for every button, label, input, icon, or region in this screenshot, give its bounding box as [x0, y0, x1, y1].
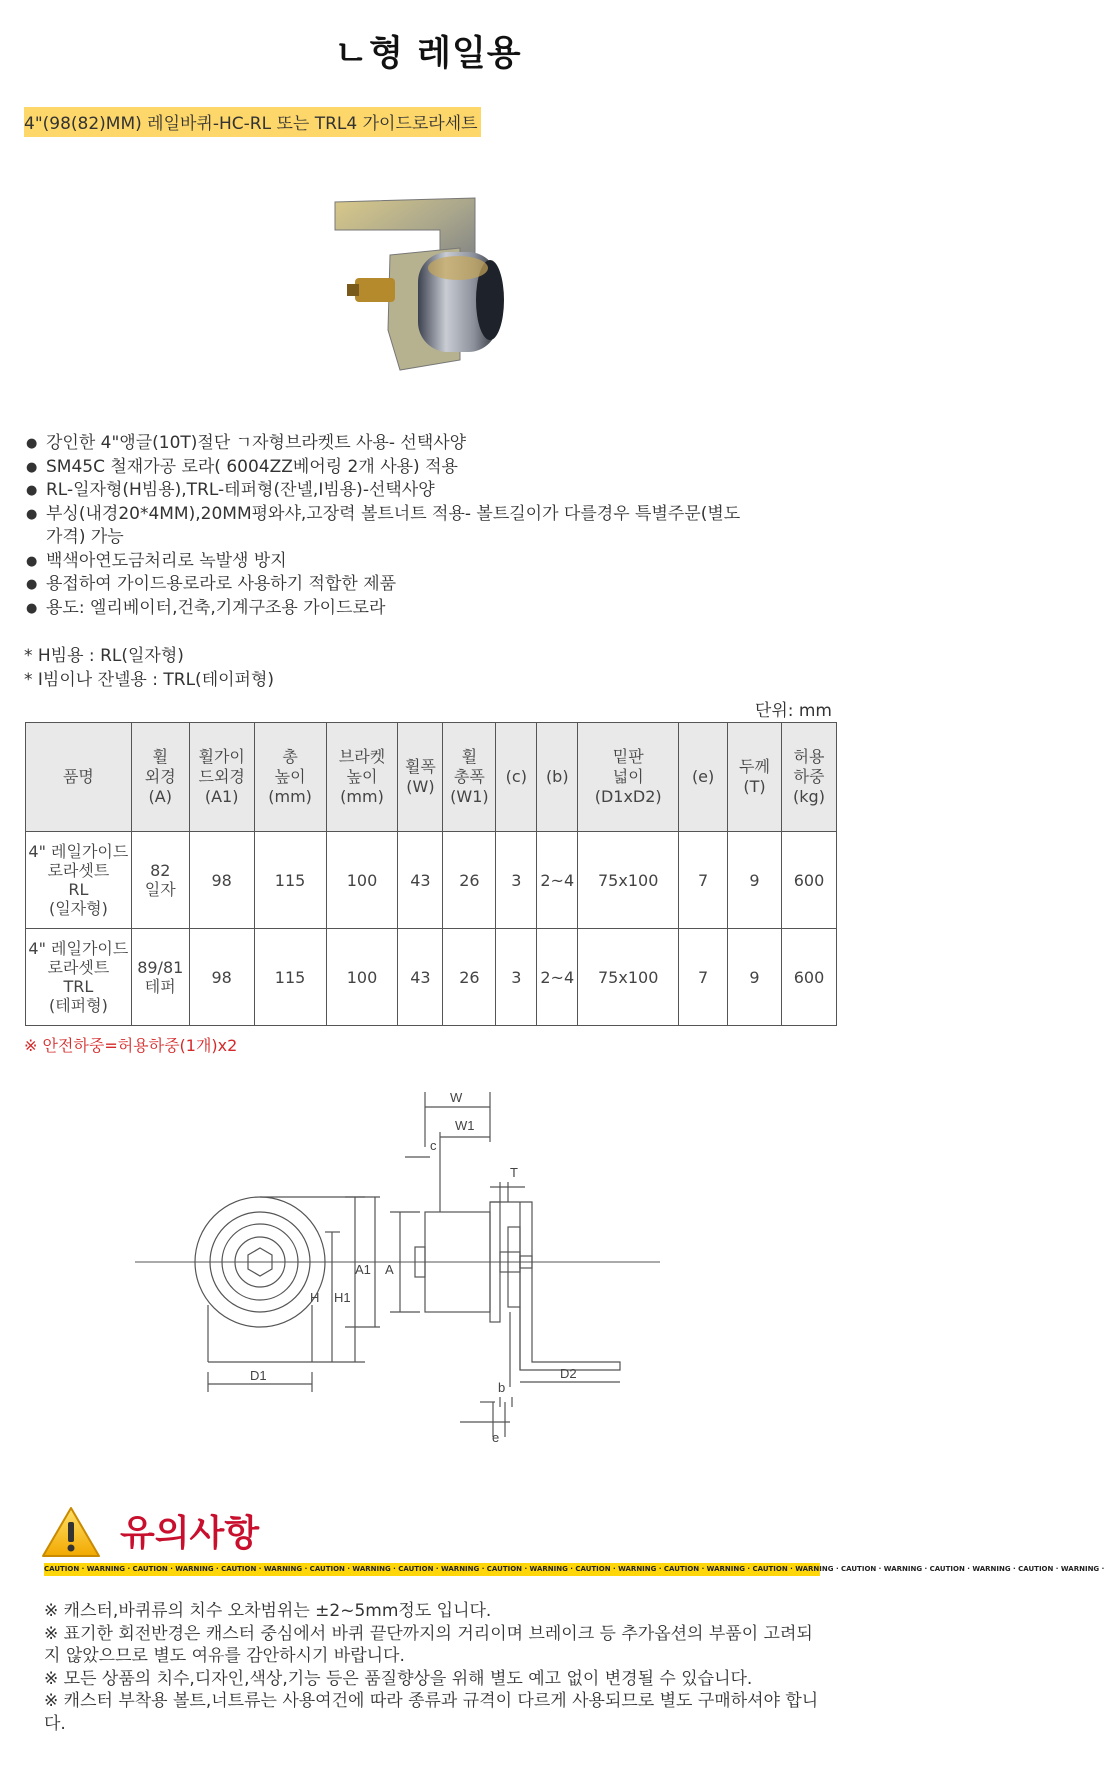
- table-cell: [398, 832, 443, 929]
- table-header-cell: [679, 723, 728, 832]
- caution-tape: [44, 1563, 1104, 1576]
- table-header-cell: [326, 723, 398, 832]
- table-cell: [496, 929, 537, 1026]
- header-text: (mm): [340, 787, 384, 806]
- table-cell: [496, 832, 537, 929]
- header-text: (b): [545, 767, 569, 786]
- table-cell: [254, 929, 326, 1026]
- caution-item: ※ 모든 상품의 치수,디자인,색상,기능 등은 품질향상을 위해 별도 예고 없이 변경될 수 있습니다.: [44, 1668, 753, 1689]
- cell-text: 3: [511, 870, 522, 890]
- table-cell: [578, 832, 679, 929]
- dim-label-d2: D2: [560, 1366, 577, 1381]
- header-text: (W): [406, 777, 435, 796]
- feature-list: [24, 432, 744, 620]
- cell-text: 로라셋트: [47, 861, 110, 880]
- table-cell: [679, 929, 728, 1026]
- warning-title: 유의사항: [120, 1513, 260, 1554]
- header-text: 하중: [793, 767, 825, 786]
- table-body: [26, 832, 837, 1026]
- cell-text: (테퍼형): [48, 996, 108, 1015]
- cell-text: 75x100: [598, 967, 659, 987]
- table-header-cell: [26, 723, 132, 832]
- table-cell: [537, 832, 578, 929]
- header-text: (D1xD2): [594, 787, 662, 806]
- cell-text: 7: [698, 967, 709, 987]
- header-text: (W1): [450, 787, 489, 806]
- header-text: 밑판: [612, 747, 644, 766]
- table-header-cell: [496, 723, 537, 832]
- cell-text: 43: [410, 967, 431, 987]
- header-text: 두께: [739, 757, 770, 776]
- dim-label-h1: H1: [334, 1290, 351, 1305]
- table-cell: [443, 832, 496, 929]
- cell-text: 98: [211, 967, 232, 987]
- table-header-cell: [398, 723, 443, 832]
- header-text: (e): [691, 767, 715, 786]
- cell-text: 26: [459, 967, 480, 987]
- feature-item: ● 용접하여 가이드용로라로 사용하기 적합한 제품: [24, 573, 744, 597]
- dim-label-b: b: [498, 1380, 506, 1395]
- table-cell: [781, 832, 836, 929]
- usage-note: * H빔용 : RL(일자형): [24, 646, 184, 666]
- dim-label-a: A: [385, 1262, 394, 1277]
- header-text: (A1): [204, 787, 239, 806]
- table-cell: [578, 929, 679, 1026]
- unit-label: 단위: mm: [754, 701, 832, 721]
- usage-note: * I빔이나 잔넬용 : TRL(테이퍼형): [24, 670, 275, 690]
- table-cell: [326, 832, 398, 929]
- table-header-row: [26, 723, 837, 832]
- dimension-drawing: [100, 1062, 740, 1502]
- product-photo: [300, 160, 560, 400]
- cell-text: 9: [749, 870, 760, 890]
- cell-text: 2~4: [540, 967, 575, 987]
- table-cell: [728, 929, 782, 1026]
- header-text: (kg): [793, 787, 825, 806]
- table-header-cell: [728, 723, 782, 832]
- page-title: ㄴ형 레일용: [334, 34, 522, 74]
- cell-text: RL: [68, 880, 89, 899]
- table-cell: [26, 929, 132, 1026]
- header-text: 높이: [274, 767, 306, 786]
- dim-label-w: W: [450, 1090, 463, 1105]
- table-header-cell: [781, 723, 836, 832]
- feature-item: ● SM45C 철재가공 로라( 6004ZZ베어링 2개 사용) 적용: [24, 456, 744, 480]
- header-text: 휠가이: [198, 747, 245, 766]
- header-text: (mm): [268, 787, 312, 806]
- caution-item: ※ 캐스터,바퀴류의 치수 오차범위는 ±2~5mm정도 입니다.: [44, 1601, 492, 1621]
- cell-text: 4" 레일가이드: [28, 939, 129, 958]
- header-text: 높이: [346, 767, 378, 786]
- cell-text: 75x100: [598, 870, 659, 890]
- table-cell: [254, 832, 326, 929]
- cell-text: 600: [793, 967, 825, 987]
- cell-text: 로라셋트: [47, 958, 110, 977]
- cell-text: 2~4: [540, 870, 575, 890]
- dim-label-w1: W1: [455, 1118, 475, 1133]
- warning-icon: [40, 1505, 102, 1560]
- table-cell: [679, 832, 728, 929]
- safety-load-note: ※ 안전하중=허용하중(1개)x2: [24, 1036, 238, 1055]
- cell-text: 98: [211, 870, 232, 890]
- table-cell: [398, 929, 443, 1026]
- header-text: 휠: [461, 747, 478, 766]
- cell-text: TRL: [63, 977, 94, 996]
- table-header-cell: [578, 723, 679, 832]
- table-row: [26, 929, 837, 1026]
- dim-label-a1: A1: [355, 1262, 371, 1277]
- table-header-cell: [443, 723, 496, 832]
- cell-text: 9: [749, 967, 760, 987]
- cell-text: 82: [150, 861, 171, 880]
- table-cell: [189, 929, 254, 1026]
- header-text: 허용: [793, 747, 825, 766]
- cell-text: 26: [459, 870, 480, 890]
- cell-text: (일자형): [48, 899, 108, 918]
- table-cell: [781, 929, 836, 1026]
- header-text: (A): [148, 787, 172, 806]
- cell-text: 115: [274, 967, 306, 987]
- cell-text: 4" 레일가이드: [28, 842, 129, 861]
- cell-text: 일자: [144, 880, 176, 899]
- cell-text: 7: [698, 870, 709, 890]
- table-cell: [537, 929, 578, 1026]
- cell-text: 115: [274, 870, 306, 890]
- cell-text: 600: [793, 870, 825, 890]
- header-text: 품명: [62, 767, 94, 786]
- caution-list: [44, 1600, 824, 1735]
- feature-item: ● 백색아연도금처리로 녹발생 방지: [24, 550, 744, 574]
- header-text: (c): [505, 767, 527, 786]
- product-name: 4"(98(82)MM) 레일바퀴-HC-RL 또는 TRL4 가이드로라세트: [24, 107, 481, 137]
- table-header-cell: [254, 723, 326, 832]
- cell-text: 3: [511, 967, 522, 987]
- cell-text: 100: [346, 870, 378, 890]
- cell-text: 테퍼: [144, 977, 176, 996]
- feature-item: ● 용도: 엘리베이터,건축,기계구조용 가이드로라: [24, 597, 744, 621]
- table-cell: [728, 832, 782, 929]
- dim-label-t: T: [510, 1165, 518, 1180]
- header-text: 드외경: [198, 767, 245, 786]
- dim-label-h: H: [310, 1290, 320, 1305]
- header-text: 외경: [144, 767, 176, 786]
- feature-item: ● RL-일자형(H빔용),TRL-테퍼형(잔넬,I빔용)-선택사양: [24, 479, 744, 503]
- header-text: 넓이: [612, 767, 644, 786]
- header-text: (T): [743, 777, 766, 796]
- cell-text: 100: [346, 967, 378, 987]
- usage-notes: [24, 644, 274, 692]
- table-header-cell: [189, 723, 254, 832]
- table-header-cell: [537, 723, 578, 832]
- cell-text: 43: [410, 870, 431, 890]
- header-text: 휠: [152, 747, 168, 766]
- table-cell: [131, 832, 189, 929]
- table-row: [26, 832, 837, 929]
- header-text: 총: [282, 747, 298, 766]
- caution-tape-text: CAUTION · WARNING · CAUTION · WARNING · CAUTION · WARNING · CAUTION · WARNING · CAUTION · WARNING · CAUTION · WARNING · CAUTION · WARNING · CAUTION · WARNING · CAUTION · WARNING · CAUTION · WARNING · CAUTION · WARNING · CAUTION · WARNING ·: [44, 1565, 1104, 1573]
- dim-label-e: e: [492, 1430, 500, 1445]
- spec-table: [25, 722, 837, 1026]
- header-text: 총폭: [453, 767, 485, 786]
- caution-item: ※ 캐스터 부착용 볼트,너트류는 사용여건에 따라 종류과 규격이 다르게 사용되므로 별도 구매하셔야 합니다.: [44, 1691, 819, 1734]
- table-cell: [189, 832, 254, 929]
- caution-item: ※ 표기한 회전반경은 캐스터 중심에서 바퀴 끝단까지의 거리이며 브레이크 등 추가옵션의 부품이 고려되지 않았으므로 별도 여유를 감안하시기 바랍니다.: [44, 1623, 813, 1666]
- dim-label-d1: D1: [250, 1368, 267, 1383]
- dim-label-c: c: [430, 1138, 437, 1153]
- table-cell: [131, 929, 189, 1026]
- table-cell: [26, 832, 132, 929]
- table-cell: [443, 929, 496, 1026]
- table-header-cell: [131, 723, 189, 832]
- table-cell: [326, 929, 398, 1026]
- feature-item: ● 강인한 4"앵글(10T)절단 ㄱ자형브라켓트 사용- 선택사양: [24, 432, 744, 456]
- header-text: 휠폭: [404, 757, 436, 776]
- feature-item: ● 부싱(내경20*4MM),20MM평와샤,고장력 볼트너트 적용- 볼트길이가 다를경우 특별주문(별도가격) 가능: [24, 503, 744, 550]
- cell-text: 89/81: [137, 958, 184, 977]
- header-text: 브라켓: [338, 747, 386, 766]
